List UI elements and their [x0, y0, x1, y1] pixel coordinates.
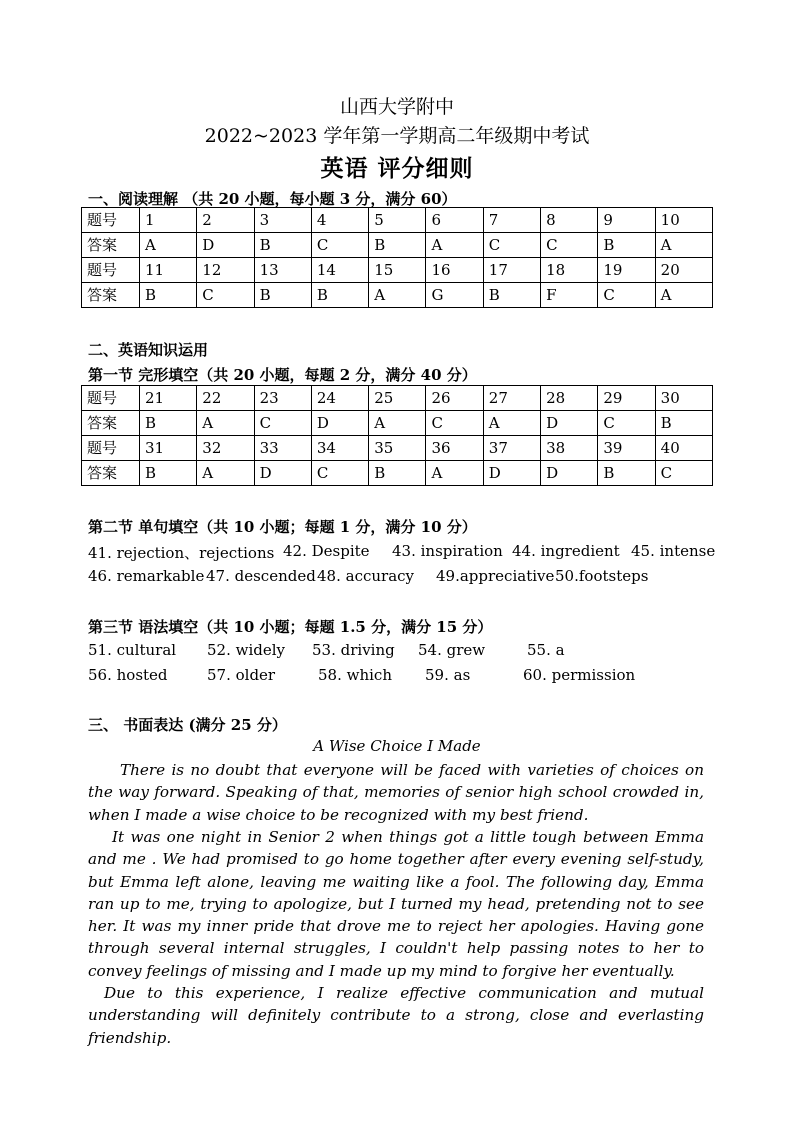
reading-table-row-label: 答案 [82, 283, 140, 308]
reading-table-cell: 18 [541, 258, 598, 283]
cloze-table-cell: 36 [426, 436, 483, 461]
reading-table-cell: 8 [541, 208, 598, 233]
reading-table-cell: 1 [140, 208, 197, 233]
reading-table-cell: 14 [311, 258, 368, 283]
reading-table-cell: B [254, 283, 311, 308]
reading-table-cell: A [426, 233, 483, 258]
reading-table-cell: 17 [483, 258, 540, 283]
cloze-table-cell: 35 [369, 436, 426, 461]
answer-55: 55. a [527, 641, 565, 659]
reading-table-row-label: 题号 [82, 208, 140, 233]
reading-table-cell: F [541, 283, 598, 308]
answer-59: 59. as [425, 666, 471, 684]
cloze-table-row [82, 386, 713, 411]
answer-47: 47. descended [206, 567, 316, 585]
answer-54: 54. grew [418, 641, 486, 659]
cloze-table-cell: 32 [197, 436, 254, 461]
cloze-table-cell: A [197, 461, 254, 486]
cloze-table-cell: A [483, 411, 540, 436]
answer-60: 60. permission [523, 666, 636, 684]
reading-table-cell: G [426, 283, 483, 308]
reading-table-cell: 2 [197, 208, 254, 233]
reading-table-cell: B [311, 283, 368, 308]
essay-paragraph-2: It was one night in Senior 2 when things got a little tough between Emma and me . We had promised to go home together after every evening self-study, but Emma left alone, leaving me waiting like a fool. The following day, Emma ran up to me, trying to apologize, but I turned my head, pretending not to see her. It was my inner pride that drove me to reject her apologies. Having gone through several internal struggles, I couldn't help passing notes to her to convey feelings of missing and I made up my mind to forgive her eventually. [88, 828, 704, 980]
answer-51: 51. cultural [88, 641, 177, 659]
section2-heading: 第二节 单句填空（共 10 小题；每题 1 分，满分 10 分） [88, 518, 477, 536]
cloze-table-cell: 22 [197, 386, 254, 411]
reading-table-row [82, 283, 713, 308]
cloze-table-cell: C [598, 411, 655, 436]
answer-48: 48. accuracy [317, 567, 415, 585]
part2-heading: 二、英语知识运用 [88, 341, 209, 359]
cloze-table-cell: C [426, 411, 483, 436]
part1-heading: 一、阅读理解 （共 20 小题，每小题 3 分，满分 60） [88, 190, 457, 208]
cloze-table-cell: A [197, 411, 254, 436]
reading-table-cell: B [483, 283, 540, 308]
cloze-table-cell: 25 [369, 386, 426, 411]
cloze-table-cell: A [369, 411, 426, 436]
cloze-table-cell: 24 [311, 386, 368, 411]
cloze-answer-table [81, 385, 713, 486]
reading-table-cell: 9 [598, 208, 655, 233]
cloze-table-cell: D [311, 411, 368, 436]
reading-table-cell: 15 [369, 258, 426, 283]
reading-table-cell: A [655, 233, 712, 258]
cloze-table-cell: D [541, 411, 598, 436]
section3-heading: 第三节 语法填空（共 10 小题；每题 1.5 分，满分 15 分） [88, 618, 493, 636]
reading-table-cell: C [197, 283, 254, 308]
reading-table-cell: 20 [655, 258, 712, 283]
cloze-table-cell: 31 [140, 436, 197, 461]
reading-table-cell: A [369, 283, 426, 308]
cloze-table-cell: C [655, 461, 712, 486]
cloze-table-cell: D [254, 461, 311, 486]
reading-table-row-label: 答案 [82, 233, 140, 258]
reading-table-cell: 16 [426, 258, 483, 283]
answer-46: 46. remarkable [88, 567, 205, 585]
cloze-table-row [82, 461, 713, 486]
cloze-table-cell: B [655, 411, 712, 436]
reading-table-cell: A [140, 233, 197, 258]
reading-table-row-label: 题号 [82, 258, 140, 283]
cloze-table-cell: 37 [483, 436, 540, 461]
cloze-table-row-label: 答案 [82, 411, 140, 436]
reading-table-cell: 3 [254, 208, 311, 233]
reading-table-cell: C [541, 233, 598, 258]
reading-table-cell: 19 [598, 258, 655, 283]
cloze-table-cell: 23 [254, 386, 311, 411]
reading-table-row [82, 233, 713, 258]
exam-title: 2022~2023 学年第一学期高二年级期中考试 [204, 125, 590, 147]
essay-paragraph-3: Due to this experience, I realize effective communication and mutual understanding will definitely contribute to a strong, close and everlasting friendship. [88, 984, 704, 1047]
cloze-table-cell: 33 [254, 436, 311, 461]
reading-table-cell: D [197, 233, 254, 258]
cloze-table-cell: C [254, 411, 311, 436]
part3-heading: 三、 书面表达 (满分 25 分） [88, 716, 287, 734]
reading-table-cell: A [655, 283, 712, 308]
reading-table-cell: 7 [483, 208, 540, 233]
answer-44: 44. ingredient [512, 542, 620, 560]
cloze-table-cell: B [598, 461, 655, 486]
reading-table-row [82, 208, 713, 233]
reading-table-cell: 5 [369, 208, 426, 233]
section1-heading: 第一节 完形填空（共 20 小题，每题 2 分，满分 40 分） [88, 366, 477, 384]
cloze-table-cell: 28 [541, 386, 598, 411]
answer-41: 41. rejection、rejections [88, 544, 275, 562]
cloze-table-cell: 27 [483, 386, 540, 411]
cloze-table-row [82, 411, 713, 436]
reading-answer-table [81, 207, 713, 308]
answer-43: 43. inspiration [392, 542, 503, 560]
reading-table-row [82, 258, 713, 283]
cloze-table-row-label: 答案 [82, 461, 140, 486]
answer-58: 58. which [318, 666, 392, 684]
cloze-table-cell: B [140, 461, 197, 486]
answer-53: 53. driving [312, 641, 395, 659]
cloze-table-cell: B [369, 461, 426, 486]
answer-56: 56. hosted [88, 666, 168, 684]
cloze-table-cell: 26 [426, 386, 483, 411]
reading-table-cell: 6 [426, 208, 483, 233]
school-name: 山西大学附中 [339, 96, 454, 118]
answer-57: 57. older [207, 666, 276, 684]
reading-table-cell: 11 [140, 258, 197, 283]
cloze-table-row [82, 436, 713, 461]
answer-52: 52. widely [207, 641, 286, 659]
reading-table-cell: B [598, 233, 655, 258]
cloze-table-row-label: 题号 [82, 436, 140, 461]
cloze-table-cell: 21 [140, 386, 197, 411]
cloze-table-cell: 39 [598, 436, 655, 461]
reading-table-cell: C [311, 233, 368, 258]
reading-table-cell: C [598, 283, 655, 308]
essay-title: A Wise Choice I Made [313, 737, 481, 755]
reading-table-cell: 13 [254, 258, 311, 283]
cloze-table-cell: A [426, 461, 483, 486]
reading-table-cell: 4 [311, 208, 368, 233]
reading-table-cell: 10 [655, 208, 712, 233]
cloze-table-cell: D [483, 461, 540, 486]
page-title: 英语 评分细则 [320, 155, 474, 182]
cloze-table-cell: D [541, 461, 598, 486]
reading-table-cell: C [483, 233, 540, 258]
cloze-table-cell: B [140, 411, 197, 436]
cloze-table-cell: 38 [541, 436, 598, 461]
reading-table-cell: B [254, 233, 311, 258]
cloze-table-cell: 34 [311, 436, 368, 461]
cloze-table-cell: C [311, 461, 368, 486]
reading-table-cell: B [140, 283, 197, 308]
answer-42: 42. Despite [283, 542, 370, 560]
cloze-table-cell: 29 [598, 386, 655, 411]
answer-45: 45. intense [631, 542, 716, 560]
reading-table-cell: B [369, 233, 426, 258]
cloze-table-cell: 30 [655, 386, 712, 411]
reading-table-cell: 12 [197, 258, 254, 283]
cloze-table-cell: 40 [655, 436, 712, 461]
cloze-table-row-label: 题号 [82, 386, 140, 411]
answer-49: 49.appreciative [436, 567, 555, 585]
answer-50: 50.footsteps [555, 567, 649, 585]
essay-paragraph-1: There is no doubt that everyone will be faced with varieties of choices on the way forward. Speaking of that, memories of senior high school crowded in, when I made a wise choice to be recognized with my best friend. [88, 761, 704, 824]
